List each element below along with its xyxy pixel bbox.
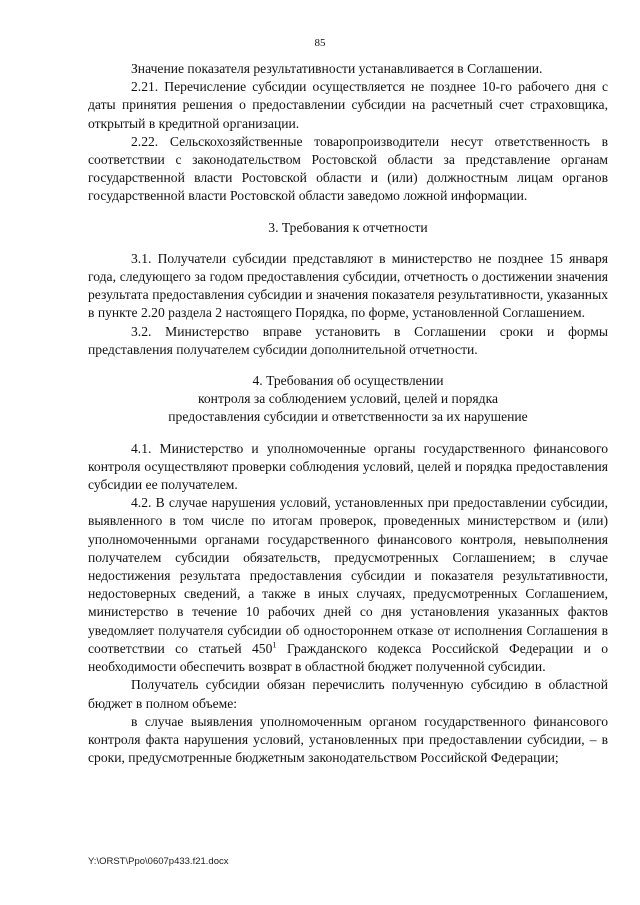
paragraph-refund-obligation: Получатель субсидии обязан перечислить полученную субсидию в областной бюджет в полном объеме:: [88, 677, 608, 711]
paragraph-3-2: 3.2. Министерство вправе установить в Соглашении сроки и формы представления получателем субсидии дополнительной отчетности.: [88, 323, 608, 357]
page-number: 85: [314, 37, 326, 49]
article-superscript: 1: [272, 639, 277, 650]
section-3-heading: 3. Требования к отчетности: [268, 219, 428, 235]
paragraph-4-2-text: 4.2. В случае нарушения условий, установленных при предоставлении субсидии, выявленного в том числе по итогам проверок, проведенных министерством и (или) уполномоченными органами государственного финансового контроля, невыполнения получателем субсидии обязательств, предусмотренных Соглашением; в случае недостижения результата предоставления субсидии и показателя результативности, недостоверных сведений, а также в иных случаях, предусмотренных Соглашением, министерство в течение 10 рабочих дней со дня установления указанных фактов уведомляет получателя субсидии об одностороннем отказе от исполнения Соглашения в соответствии со статьей 450: [88, 495, 608, 656]
section-4-heading-line: предоставления субсидии и ответственности за их нарушение: [168, 409, 528, 425]
paragraph-refund-case: в случае выявления уполномоченным органом государственного финансового контроля факта нарушения условий, установленных при предоставлении субсидии, – в сроки, предусмотренные бюджетным законодательством Российской Федерации;: [88, 713, 608, 766]
paragraph-3-1: 3.1. Получатели субсидии представляют в министерство не позднее 15 января года, следующего за годом предоставления субсидии, отчетность о достижении значения результата предоставления субсидии и значения показателя результативности, указанных в пункте 2.20 раздела 2 настоящего Порядка, по форме, установленной Соглашением.: [88, 250, 608, 321]
section-4-heading-line: контроля за соблюдением условий, целей и порядка: [197, 391, 499, 407]
paragraph-result-indicator: Значение показателя результативности устанавливается в Соглашении.: [131, 61, 543, 76]
paragraph-4-1: 4.1. Министерство и уполномоченные органы государственного финансового контроля осуществляют проверки соблюдения условий, целей и порядка предоставления субсидии ее получателем.: [88, 440, 608, 493]
paragraph-2-22: 2.22. Сельскохозяйственные товаропроизводители несут ответственность в соответствии с законодательством Ростовской области за представление органам государственной власти Ростовской области и (или) должностным лицам органов государственной власти Ростовской области заведомо ложной информации.: [88, 133, 608, 204]
paragraph-4-2: [88, 494, 608, 676]
section-4-heading-line: 4. Требования об осуществлении: [252, 373, 444, 389]
footer-file-path: Y:\ORST\Ppo\0607p433.f21.docx: [88, 856, 229, 867]
paragraph-2-21: 2.21. Перечисление субсидии осуществляется не позднее 10-го рабочего дня с даты принятия решения о предоставлении субсидии на расчетный счет страховщика, открытый в кредитной организации.: [88, 79, 608, 131]
section-4-heading: [88, 372, 608, 427]
paragraph-4-2-text-end: Гражданского кодекса Российской Федерации и о необходимости обеспечить возврат в областной бюджет полученной субсидии.: [88, 640, 609, 675]
document-body: [88, 60, 608, 767]
